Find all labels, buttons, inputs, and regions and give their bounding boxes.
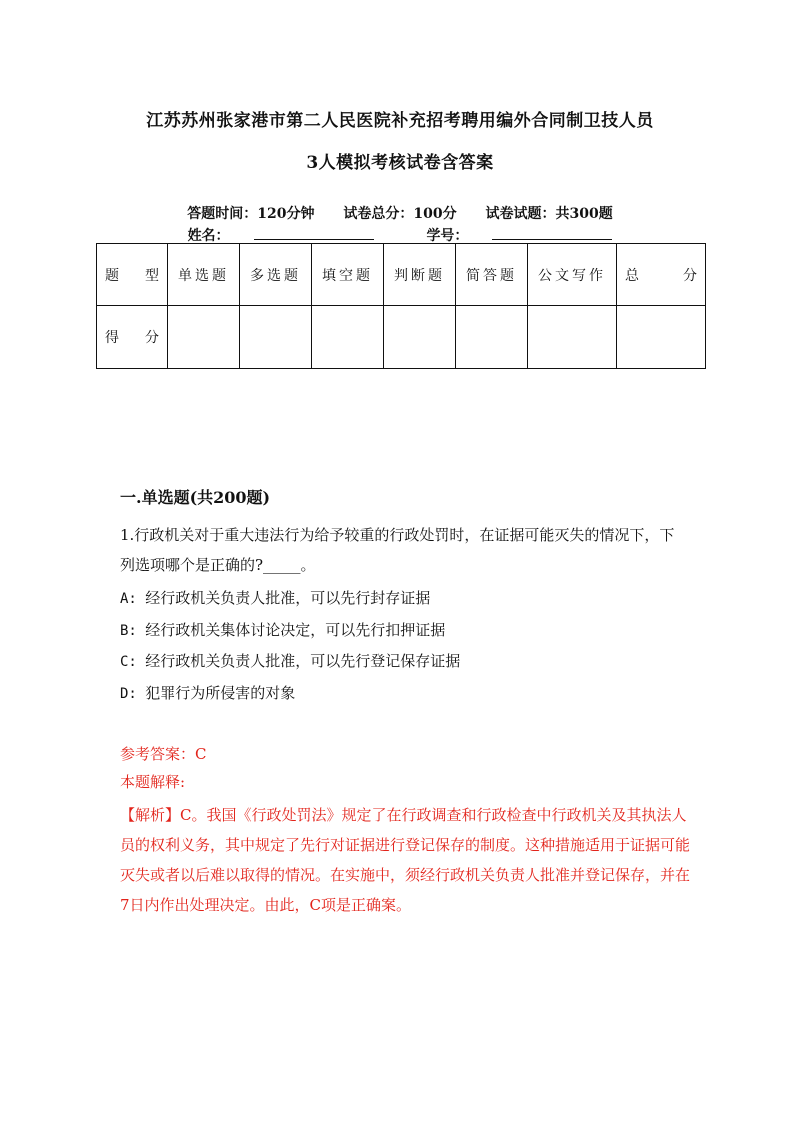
- option-d: D: 犯罪行为所侵害的对象: [120, 684, 296, 702]
- option-c: C: 经行政机关负责人批准，可以先行登记保存证据: [120, 652, 461, 670]
- cell-score-empty: [312, 306, 384, 369]
- explanation-text: 【解析】C。我国《行政处罚法》规定了在行政调查和行政检查中行政机关及其执法人员的权利义务，其中规定了先行对证据进行登记保存的制度。这种措施适用于证据可能灭失或者以后难以取得的情况。在实施中，须经行政机关负责人批准并登记保存，并在7日内作出处理决定。由此，C项是正确案。: [120, 806, 691, 914]
- student-info: [0, 225, 800, 245]
- question-stem: 1.行政机关对于重大违法行为给予较重的行政处罚时，在证据可能灭失的情况下，下列选项哪个是正确的?_____。: [120, 526, 675, 574]
- exam-question-count: 试卷试题：共300题: [485, 206, 613, 222]
- cell-true-false: 判断题: [384, 244, 456, 306]
- explanation-label: 本题解释:: [120, 773, 186, 791]
- document-title-line2: 3人模拟考核试卷含答案: [306, 153, 494, 173]
- option-b: B: 经行政机关集体讨论决定，可以先行扣押证据: [120, 621, 446, 639]
- section-title: 一.单选题(共200题): [120, 488, 271, 507]
- name-blank: [254, 227, 374, 240]
- exam-time: 答题时间：120分钟: [187, 206, 315, 222]
- cell-fill-blank: 填空题: [312, 244, 384, 306]
- cell-total: 总 分: [617, 244, 706, 306]
- document-title-line1: 江苏苏州张家港市第二人民医院补充招考聘用编外合同制卫技人员: [146, 111, 654, 131]
- option-a: A: 经行政机关负责人批准，可以先行封存证据: [120, 589, 431, 607]
- id-field: [414, 225, 624, 245]
- reference-answer: 参考答案：C: [120, 745, 207, 763]
- name-field: [176, 225, 386, 245]
- cell-score-empty: [617, 306, 706, 369]
- cell-score-label: 得 分: [97, 306, 168, 369]
- score-table: [96, 243, 706, 369]
- cell-score-empty: [456, 306, 528, 369]
- cell-single-choice: 单选题: [168, 244, 240, 306]
- cell-multiple-choice: 多选题: [240, 244, 312, 306]
- cell-score-empty: [168, 306, 240, 369]
- score-table-header-row: [97, 244, 706, 306]
- name-label: 姓名：: [187, 228, 230, 244]
- exam-total-score: 试卷总分：100分: [343, 206, 457, 222]
- id-blank: [492, 227, 612, 240]
- score-table-score-row: [97, 306, 706, 369]
- cell-score-empty: [240, 306, 312, 369]
- cell-official-writing: 公文写作: [528, 244, 617, 306]
- exam-meta: [0, 203, 800, 223]
- cell-score-empty: [528, 306, 617, 369]
- cell-score-empty: [384, 306, 456, 369]
- cell-short-answer: 简答题: [456, 244, 528, 306]
- id-label: 学号：: [426, 228, 469, 244]
- cell-question-type: 题 型: [97, 244, 168, 306]
